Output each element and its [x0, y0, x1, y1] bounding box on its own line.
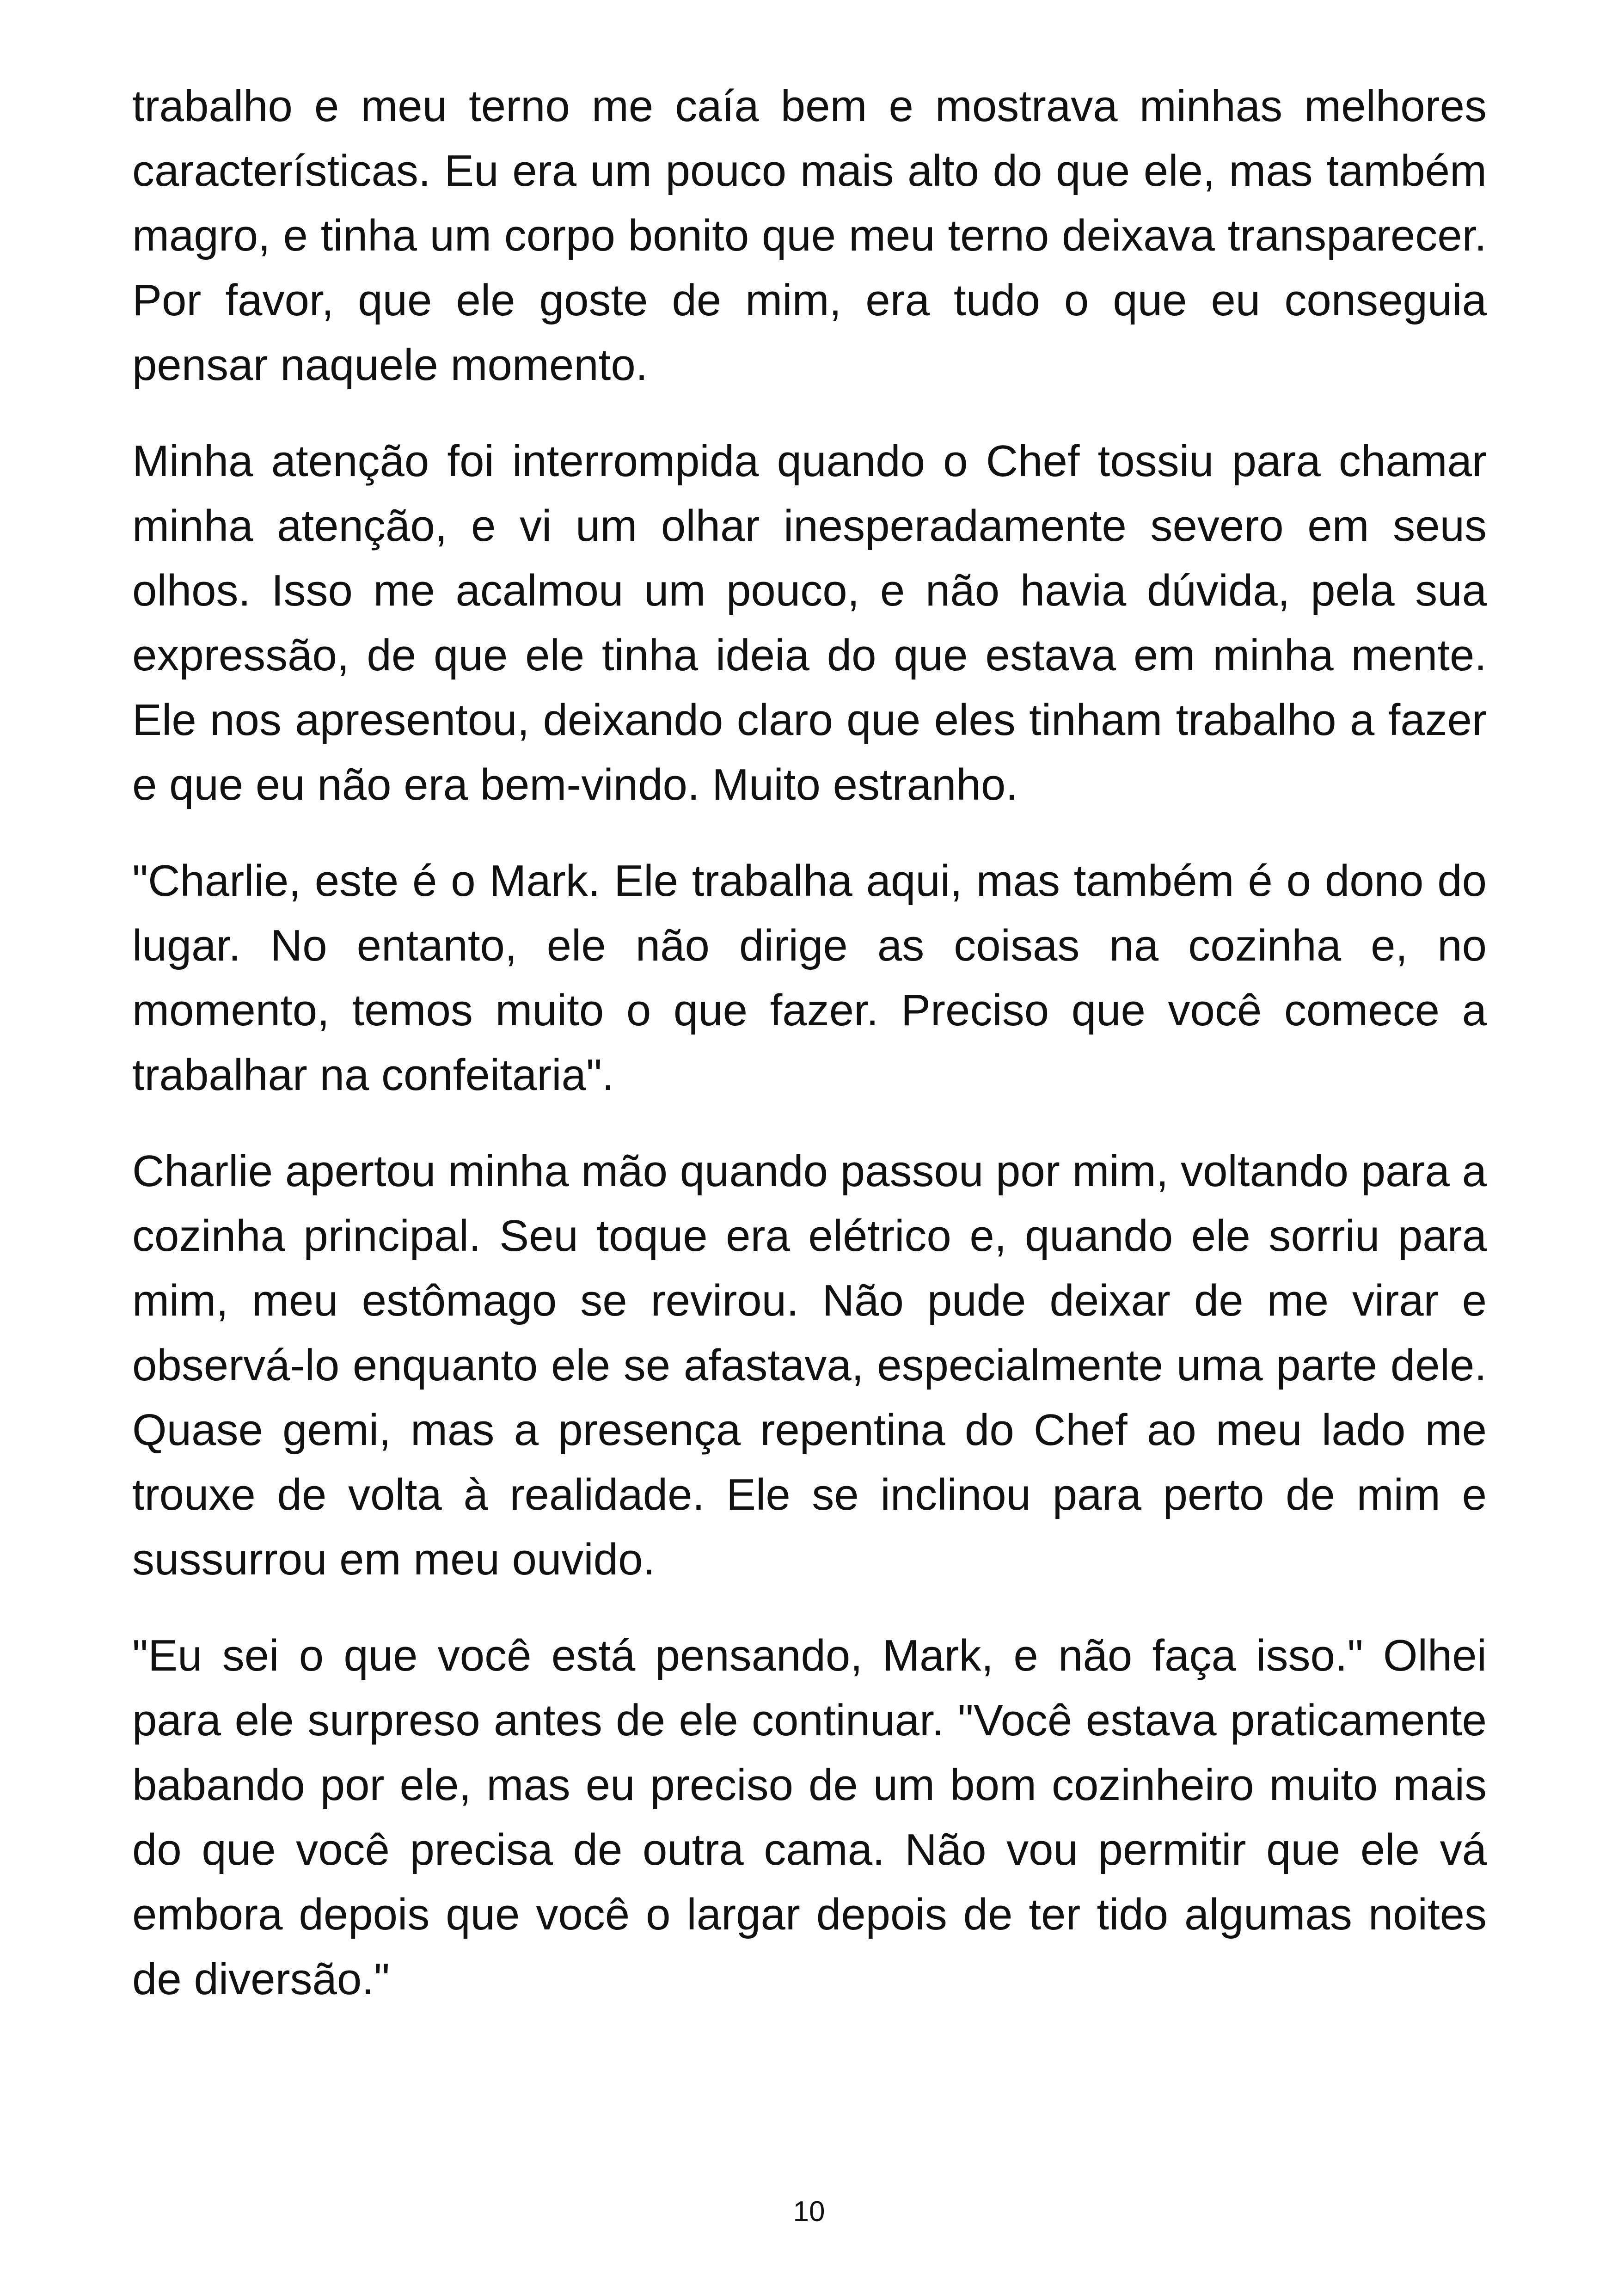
paragraph-2: Minha atenção foi interrompida quando o Chef tossiu para chamar minha atenção, e vi um olhar inesperadamente severo em seus olhos. Isso me acalmou um pouco, e não havia dúvida, pela sua expressão, de que ele tinha ideia do que estava em minha mente. Ele nos apresentou, deixando claro que eles tinham trabalho a fazer e que eu não era bem-vindo. Muito estranho. — [132, 436, 1487, 809]
page-number: 10 — [793, 2196, 825, 2228]
body-text — [132, 74, 1487, 2043]
paragraph-5: "Eu sei o que você está pensando, Mark, e não faça isso." Olhei para ele surpreso antes de ele continuar. "Você estava praticamente babando por ele, mas eu preciso de um bom cozinheiro muito mais do que você precisa de outra cama. Não vou permitir que ele vá embora depois que você o largar depois de ter tido algumas noites de diversão." — [132, 1631, 1487, 2004]
paragraph-4: Charlie apertou minha mão quando passou por mim, voltando para a cozinha principal. Seu toque era elétrico e, quando ele sorriu para mim, meu estômago se revirou. Não pude deixar de me virar e observá-lo enquanto ele se afastava, especialmente uma parte dele. Quase gemi, mas a presença repentina do Chef ao meu lado me trouxe de volta à realidade. Ele se inclinou para perto de mim e sussurrou em meu ouvido. — [132, 1146, 1487, 1584]
paragraph-3: "Charlie, este é o Mark. Ele trabalha aqui, mas também é o dono do lugar. No entanto, ele não dirige as coisas na cozinha e, no momento, temos muito o que fazer. Preciso que você comece a trabalhar na confeitaria". — [132, 856, 1487, 1100]
paragraph-1: trabalho e meu terno me caía bem e mostrava minhas melhores características. Eu era um pouco mais alto do que ele, mas também magro, e tinha um corpo bonito que meu terno deixava transparecer. Por favor, que ele goste de mim, era tudo o que eu conseguia pensar naquele momento. — [132, 81, 1487, 390]
